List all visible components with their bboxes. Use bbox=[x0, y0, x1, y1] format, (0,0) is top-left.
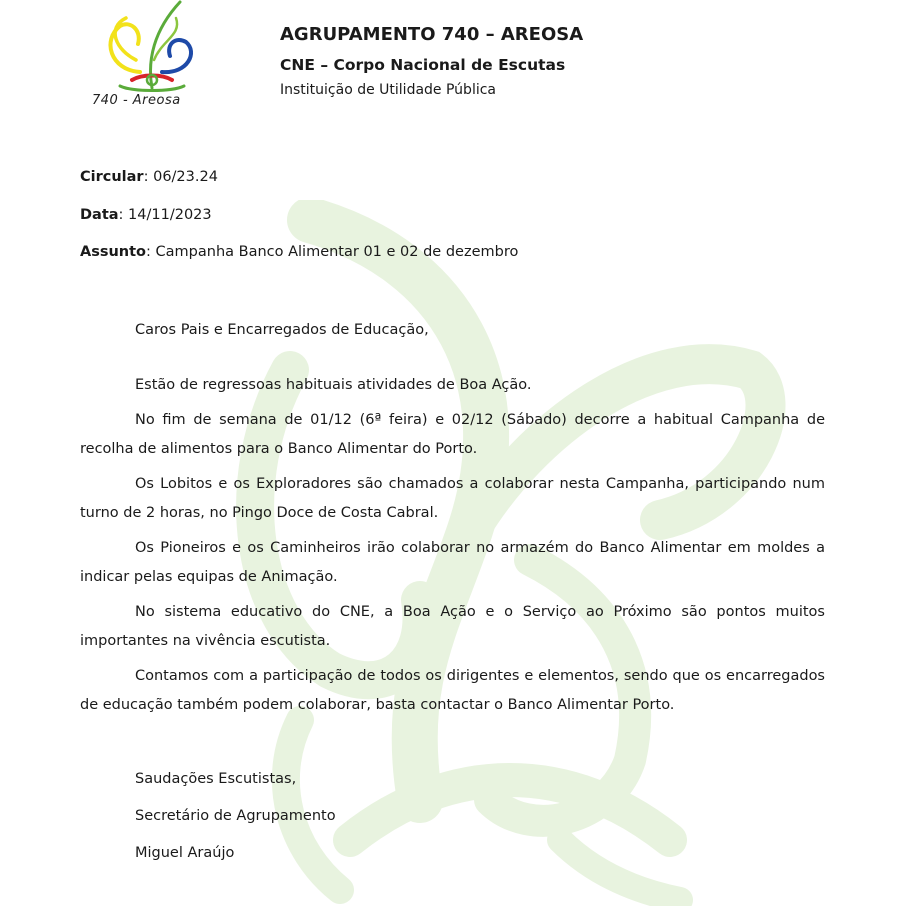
paragraph: Contamos com a participação de todos os dirigentes e elementos, sendo que os encarregados de educação também podem colaborar, basta contactar o Banco Alimentar Porto. bbox=[80, 668, 825, 713]
paragraph: No fim de semana de 01/12 (6ª feira) e 02/12 (Sábado) decorre a habitual Campanha de recolha de alimentos para o Banco Alimentar do Porto. bbox=[80, 412, 825, 457]
logo-text: 740 - Areosa bbox=[92, 93, 181, 108]
signer-name: Miguel Araújo bbox=[135, 845, 235, 861]
paragraph: Os Pioneiros e os Caminheiros irão colaborar no armazém do Banco Alimentar em moldes a indicar pelas equipas de Animação. bbox=[80, 540, 825, 585]
paragraph: No sistema educativo do CNE, a Boa Ação e o Serviço ao Próximo são pontos muitos importantes na vivência escutista. bbox=[80, 604, 825, 649]
letterhead bbox=[280, 24, 583, 99]
association-name: CNE – Corpo Nacional de Escutas bbox=[280, 56, 566, 74]
signer-role: Secretário de Agrupamento bbox=[135, 808, 336, 824]
letter-body bbox=[80, 316, 825, 719]
subject-value: : Campanha Banco Alimentar 01 e 02 de dezembro bbox=[146, 244, 519, 260]
organization-name: AGRUPAMENTO 740 – AREOSA bbox=[280, 24, 584, 45]
subject-line bbox=[80, 243, 518, 261]
date-label: Data bbox=[80, 207, 119, 223]
signature-block bbox=[135, 770, 336, 881]
circular-line bbox=[80, 168, 218, 186]
subject-label: Assunto bbox=[80, 244, 147, 260]
date-line bbox=[80, 206, 212, 224]
paragraph: Os Lobitos e os Exploradores são chamados a colaborar nesta Campanha, participando num turno de 2 horas, no Pingo Doce de Costa Cabral. bbox=[80, 476, 825, 521]
greeting: Caros Pais e Encarregados de Educação, bbox=[135, 322, 429, 338]
circular-value: : 06/23.24 bbox=[143, 169, 218, 185]
farewell: Saudações Escutistas, bbox=[135, 771, 297, 787]
date-value: : 14/11/2023 bbox=[118, 207, 212, 223]
institution-status: Instituição de Utilidade Pública bbox=[280, 82, 497, 98]
circular-label: Circular bbox=[80, 169, 144, 185]
paragraph: Estão de regressoas habituais atividades de Boa Ação. bbox=[135, 376, 532, 393]
